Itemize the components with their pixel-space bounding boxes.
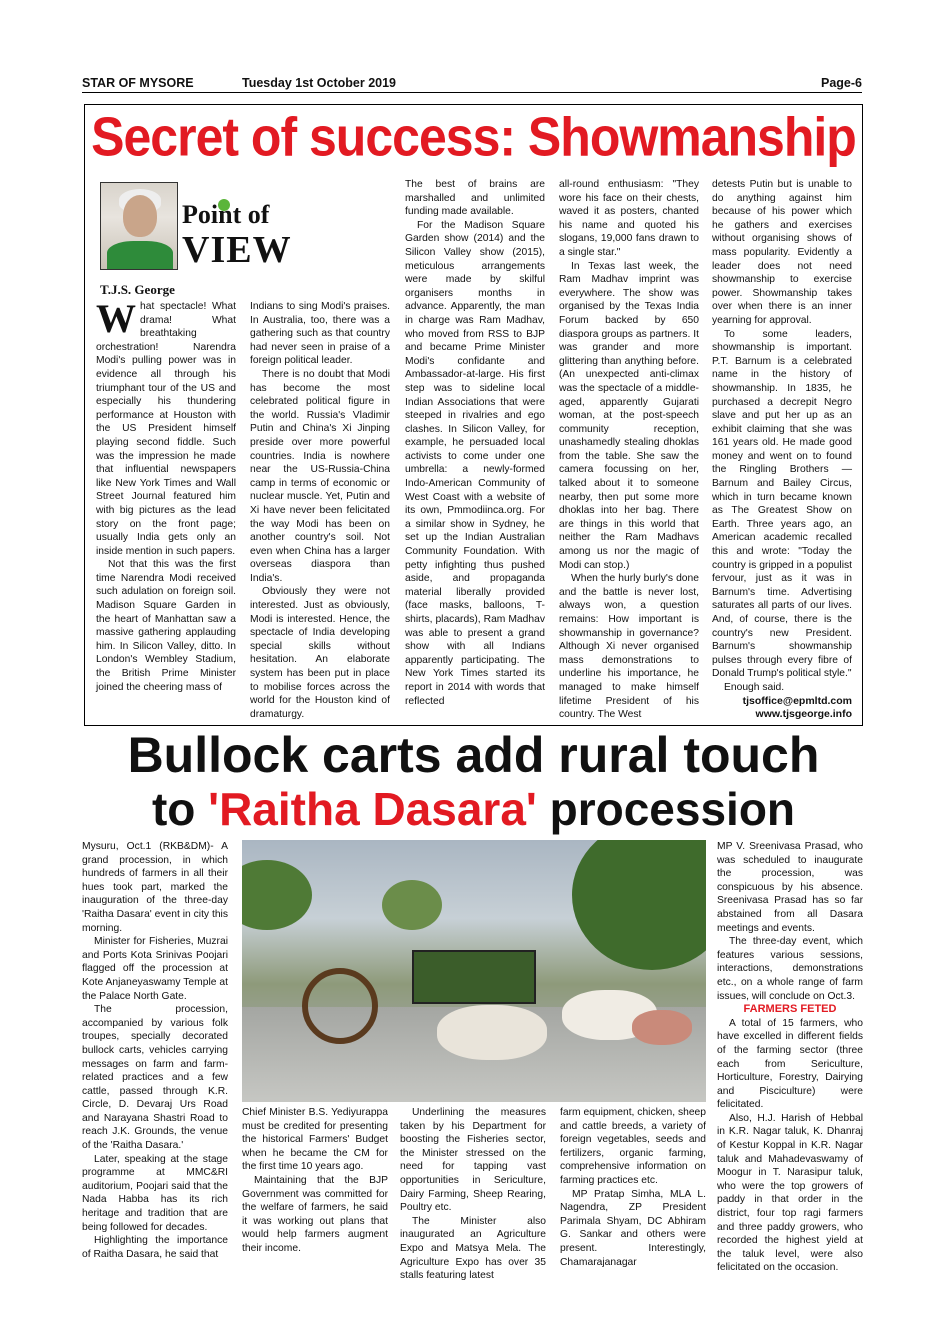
- author-website: www.tjsgeorge.info: [755, 708, 852, 721]
- subheading: FARMERS FETED: [743, 1003, 837, 1016]
- column-text-3: The best of brains are marshalled and unlimited funding made available. For the Madison Square Garden show (2014) and the Silicon Valley show (2015), meticulous arrangements were made by skilful organisers months in advance. Apparently, the man in charge was Ram Madhav, who moved from RSS to BJP and became Prime Minister Modi's confidante and Ambassador-at-large. His first step was to sideline local Indian Associations that were steeped in rivalries and ego clashes. In Silicon Valley, for example, he persuaded local activists to come under one umbrella: a newly-formed Indo-American Community of West Coast with a website of its own, Pmmodiinca.org. For a similar show in Sydney, he set up the Indian Australian Community Foundation. With petty infighting thus pushed aside, and propaganda material liberally provided (face masks, balloons, T-shirts, placards), Ram Madhav was able to present a grand show with all Indians apparently participating. The New York Times started its report in 2014 with words that reflected: [405, 179, 545, 707]
- column-text-5: detests Putin but is unable to do anything against him because of his power which he gathers and exercises without organising shows of mass popularity. Evidently a leader does not need showmanship to exercise power. Showmanship takes over when there is an inner yearning for approval. To some leaders, showmanship is important. P.T. Barnum is a celebrated name in the history of showmanship. In 1835, he purchased a decrepit Negro slave and put her up as an exhibit claiming that she was 161 years old. He made good money and went on to found the Ringling Brothers — Barnum and Bailey Circus, which in turn became known as The Greatest Show on Earth. Three years ago, an American academic recalled this and wrote: "Today the country is gripped in a populist fervour, just as it was in Barnum's time. Advertising saturates all parts of our lives. And, of course, there is the country's new President. Barnum's showmanship pulses through every fibre of Donald Trump's political style." Enough said. tjsoffice@epmltd.com www.tjsgeorge.info: [712, 179, 852, 721]
- story-text-2: Chief Minister B.S. Yediyurappa must be credited for presenting the historical Farmers' Budget when he became the CM for the first time 10 years ago. Maintaining that the BJP Government was committed for the welfare of farmers, he said it was working out plans that would help farmers augment their income.: [242, 1107, 388, 1254]
- procession-photo: [242, 840, 706, 1102]
- column-text-2: Indians to sing Modi's praises. In Australia, too, there was a gathering such as that country had never seen in praise of a foreign political leader. There is no doubt that Modi has become the most celebrated political figure in the world. Russia's Vladimir Putin and China's Xi Jinping preside over more powerful countries. India is nowhere near the US-Russia-China camp in terms of economic or nuclear muscle. Yet, Putin and Xi have never been felicitated the way Modi has been on another country's soil. Not even when China has a larger overseas diaspora than India's. Obviously they were not interested. Just as obviously, Modi is interested. Hence, the spectacle of India developing special skills without hesitation. An elaborate system has been put in place to mobilise forces across the world for the Houston kind of dramaturgy.: [250, 301, 390, 720]
- page-number: Page-6: [821, 76, 862, 90]
- column-text-1: What spectacle! What drama! What breathtaking orchestration! Narendra Modi's pulling power was in evidence all through his triumphant tour of the US and especially his thundering performance at Houston with the US President himself playing second fiddle. Such was the impression he made that influential newspapers like New York Times and Wall Street Journal featured him with big pictures as the lead story on the front page; usually India gets only an inside mention in such papers. Not that this was the first time Narendra Modi received such adulation on foreign soil. Madison Square Garden in the heart of Manhattan saw a massive gathering applauding him. In Silicon Valley, ditto. In London's Wembley Stadium, the British Prime Minister joined the cheering mass of: [96, 296, 236, 693]
- drop-cap: W: [96, 296, 136, 341]
- column-logo-line1: Point of: [182, 200, 270, 229]
- story-headline-line2: to 'Raitha Dasara' procession: [151, 783, 796, 835]
- author-email: tjsoffice@epmltd.com: [742, 694, 852, 707]
- story-headline-line1: Bullock carts add rural touch: [127, 727, 820, 783]
- column-text-4: all-round enthusiasm: "They wore his face on their chests, waved it as posters, chanted his name and quoted his slogans, 19,000 fans drawn to a single star." In Texas last week, the Ram Madhav imprint was everywhere. The show was organised by the Texas India Forum backed by 650 diaspora groups as partners. It was grander and more glittering than anything before. (An unexpected anti-climax was the spectacle of a middle-aged, apparently Gujarati woman, at the post-speech community reception, unashamedly stealing dhoklas from the table. She saw the camera focussing on her, talked about it to someone nearby, then put some more dhoklas into her bag. There are things in this world that neither the Ram Madhavs among us nor the magic of Modi can stop.) When the hurly burly's done and the battle is never lost, always won, a question remains: How important is showmanship in governance? Although Xi never organised mass demonstrations to underline his importance, he managed to make himself lifetime President of his country. The West: [559, 179, 699, 721]
- issue-date: Tuesday 1st October 2019: [242, 76, 397, 90]
- author-byline: T.J.S. George: [100, 282, 175, 297]
- story-text-3: Underlining the measures taken by his Department for boosting the Fisheries sector, the Minister stressed on the need for tapping vast opportunities in Sericulture, Dairy Farming, Sheep Rearing, Poultry etc. The Minister also inaugurated an Agriculture Expo and Matsya Mela. The Agriculture Expo has over 35 stalls featuring latest: [400, 1107, 546, 1282]
- story-text-1: Mysuru, Oct.1 (RKB&DM)- A grand procession, in which hundreds of farmers in all their hues took part, marked the inauguration of the three-day 'Raitha Dasara' event in city this morning. Minister for Fisheries, Muzrai and Ports Kota Srinivas Poojari flagged off the procession at Kote Anjaneyaswamy Temple at the Palace North Gate. The procession, accompanied by various folk troupes, specially decorated bullock carts, vehicles carrying messages on farm and farm-related practices and a few cattle, passed through K.R. Circle, D. Devaraj Urs Road and Narayana Shastri Road to reach J.K. Grounds, the venue of the 'Raitha Dasara.' Later, speaking at the stage programme at MMC&RI auditorium, Poojari said that the Nada Habba has its rich heritage and tradition that are being followed for decades. Highlighting the importance of Raitha Dasara, he said that: [82, 841, 228, 1260]
- author-photo: [100, 182, 178, 270]
- column-logo-line2: VIEW: [182, 229, 292, 271]
- page-header: [82, 74, 862, 93]
- story-text-4: farm equipment, chicken, sheep and cattle breeds, a variety of foreign vegetables, seeds and fertilizers, organic farming, comprehensive information on farming practices etc. MP Pratap Simha, MLA L. Nagendra, ZP President Parimala Shyam, DC Abhiram G. Sankar and others were present. Interestingly, Chamarajanagar: [560, 1107, 706, 1268]
- newspaper-name: STAR OF MYSORE: [82, 76, 194, 90]
- column-headline: Secret of success: Showmanship: [91, 106, 856, 168]
- story-text-5: MP V. Sreenivasa Prasad, who was scheduled to inaugurate the procession, was conspicuous by his absence. Sreenivasa Prasad has so far abstained from all Dasara meetings and events. The three-day event, which features various sessions, interactions, demonstrations etc., on a whole range of farm issues, will conclude on Oct.3. FARMERS FETED A total of 15 farmers, who have excelled in different fields of the farming sector (three each from Sericulture, Horticulture, Forestry, Dairying and Pisciculture) were felicitated. Also, H.J. Harish of Hebbal in K.R. Nagar taluk, K. Dhanraj of Kestur Koppal in K.R. Nagar taluk and Mahadevaswamy of Moogur in T. Narasipur taluk, who were the top growers of paddy in that order in the district, four top ragi farmers and three paddy growers, who recorded the highest yield at the taluk level, were also felicitated on the occasion.: [717, 841, 863, 1274]
